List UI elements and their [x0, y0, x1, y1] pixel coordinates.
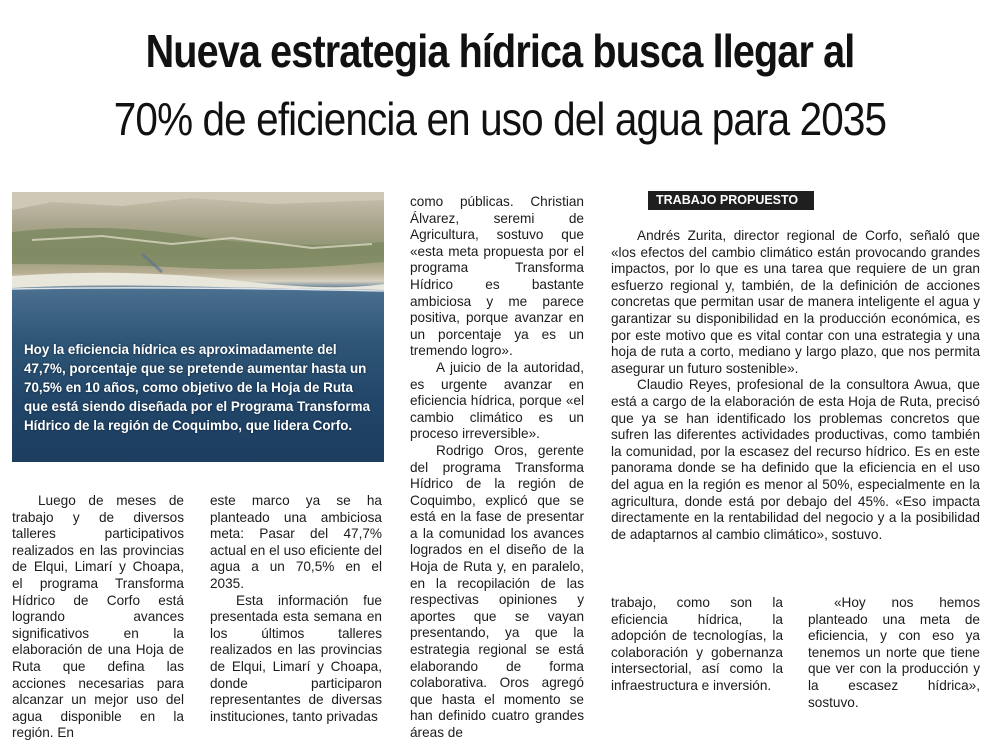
coastal-photo	[12, 192, 384, 462]
column-3-paragraph-2: A juicio de la autoridad, es urgente avanzar en eficiencia hídrica, porque «el cambio climático es un proceso irreversible».	[410, 359, 584, 442]
column-4-paragraph-1: Andrés Zurita, director regional de Corfo, señaló que «los efectos del cambio climático están provocando grandes impactos, por lo que es una tarea que requiere de un gran esfuerzo regional y, también, de la definición de acciones concretas que permitan usar de manera inteligente el agua y garantizar su disponibilidad en la producción económica, es por este motivo que es vital contar con una estrategia y una hoja de ruta a corto, mediano y largo plazo, que nos permita asegurar un futuro sostenible».	[611, 228, 980, 376]
article-column-3	[410, 194, 584, 742]
column-3-paragraph-3: Rodrigo Oros, gerente del programa Transforma Hídrico de la región de Coquimbo, explicó que se está en la fase de presentar a la comunidad los avances logrados en el diseño de la Hoja de Ruta y, en paralelo, en la recopilación de las respectivas opiniones y aportes que se vayan presentando, ya que la estrategia regional se está elaborando de forma colaborativa. Oros agregó que hasta el momento se han definido cuatro grandes áreas de	[410, 442, 584, 740]
photo-caption: Hoy la eficiencia hídrica es aproximadamente del 47,7%, porcentaje que se pretende aumentar hasta un 70,5% en 10 años, como objetivo de la Hoja de Ruta que está siendo diseñada por el Programa Transforma Hídrico de la región de Coquimbo, que lidera Corfo.	[24, 342, 371, 433]
column-6-paragraph: «Hoy nos hemos planteado una meta de eficiencia, y con eso ya tenemos un norte que tiene que ver con la producción y la escasez hídrica», sostuvo.	[808, 595, 980, 710]
column-3-paragraph-1: como públicas. Christian Álvarez, seremi de Agricultura, sostuvo que «esta meta propuesta por el programa Transforma Hídrico es bastante ambiciosa y me parece positiva, porque avanzar en un porcentaje ya es un tremendo logro».	[410, 194, 584, 359]
section-heading: TRABAJO PROPUESTO	[648, 191, 814, 210]
column-5-paragraph: trabajo, como son la eficiencia hídrica, la adopción de tecnologías, la colaboración y gobernanza intersectorial, así como la infraestructura e inversión.	[611, 595, 783, 693]
column-1-paragraph: Luego de meses de trabajo y de diversos talleres participativos realizados en las provincias de Elqui, Limarí y Choapa, el programa Transforma Hídrico de Corfo está logrando avances significativos en la elaboración de una Hoja de Ruta que defina las acciones necesarias para alcanzar un mejor uso del agua disponible en la región. En	[12, 493, 184, 741]
headline-line-1: Nueva estrategia hídrica busca llegar al	[145, 25, 855, 77]
article-column-6	[808, 595, 980, 711]
article-column-2	[210, 493, 382, 725]
article-column-1	[12, 493, 184, 742]
headline-line-2: 70% de eficiencia en uso del agua para 2035	[113, 93, 887, 145]
column-2-paragraph-1: este marco ya se ha planteado una ambiciosa meta: Pasar del 47,7% actual en el uso eficiente del agua a un 70,5% en el 2035.	[210, 493, 382, 591]
column-4-paragraph-2: Claudio Reyes, profesional de la consultora Awua, que está a cargo de la elaboración de esta Hoja de Ruta, precisó que ya se han identificado los problemas concretos que sufren las diferentes actividades productivas, como también la comunidad, por la escasez del recurso hídrico. Es en este panorama donde se ha definido que la eficiencia en el uso del agua en la región es menor al 50%, especialmente en la agricultura, donde está por debajo del 45%. «Eso impacta directamente en la rentabilidad del negocio y a la posibilidad de adaptarnos al cambio climático», sostuvo.	[611, 377, 980, 542]
article-column-5	[611, 595, 783, 695]
article-column-4	[611, 228, 980, 543]
column-2-paragraph-2: Esta información fue presentada esta semana en los últimos talleres realizados en las provincias de Elqui, Limarí y Choapa, donde participaron representantes de diversas instituciones, tanto privadas	[210, 592, 382, 724]
